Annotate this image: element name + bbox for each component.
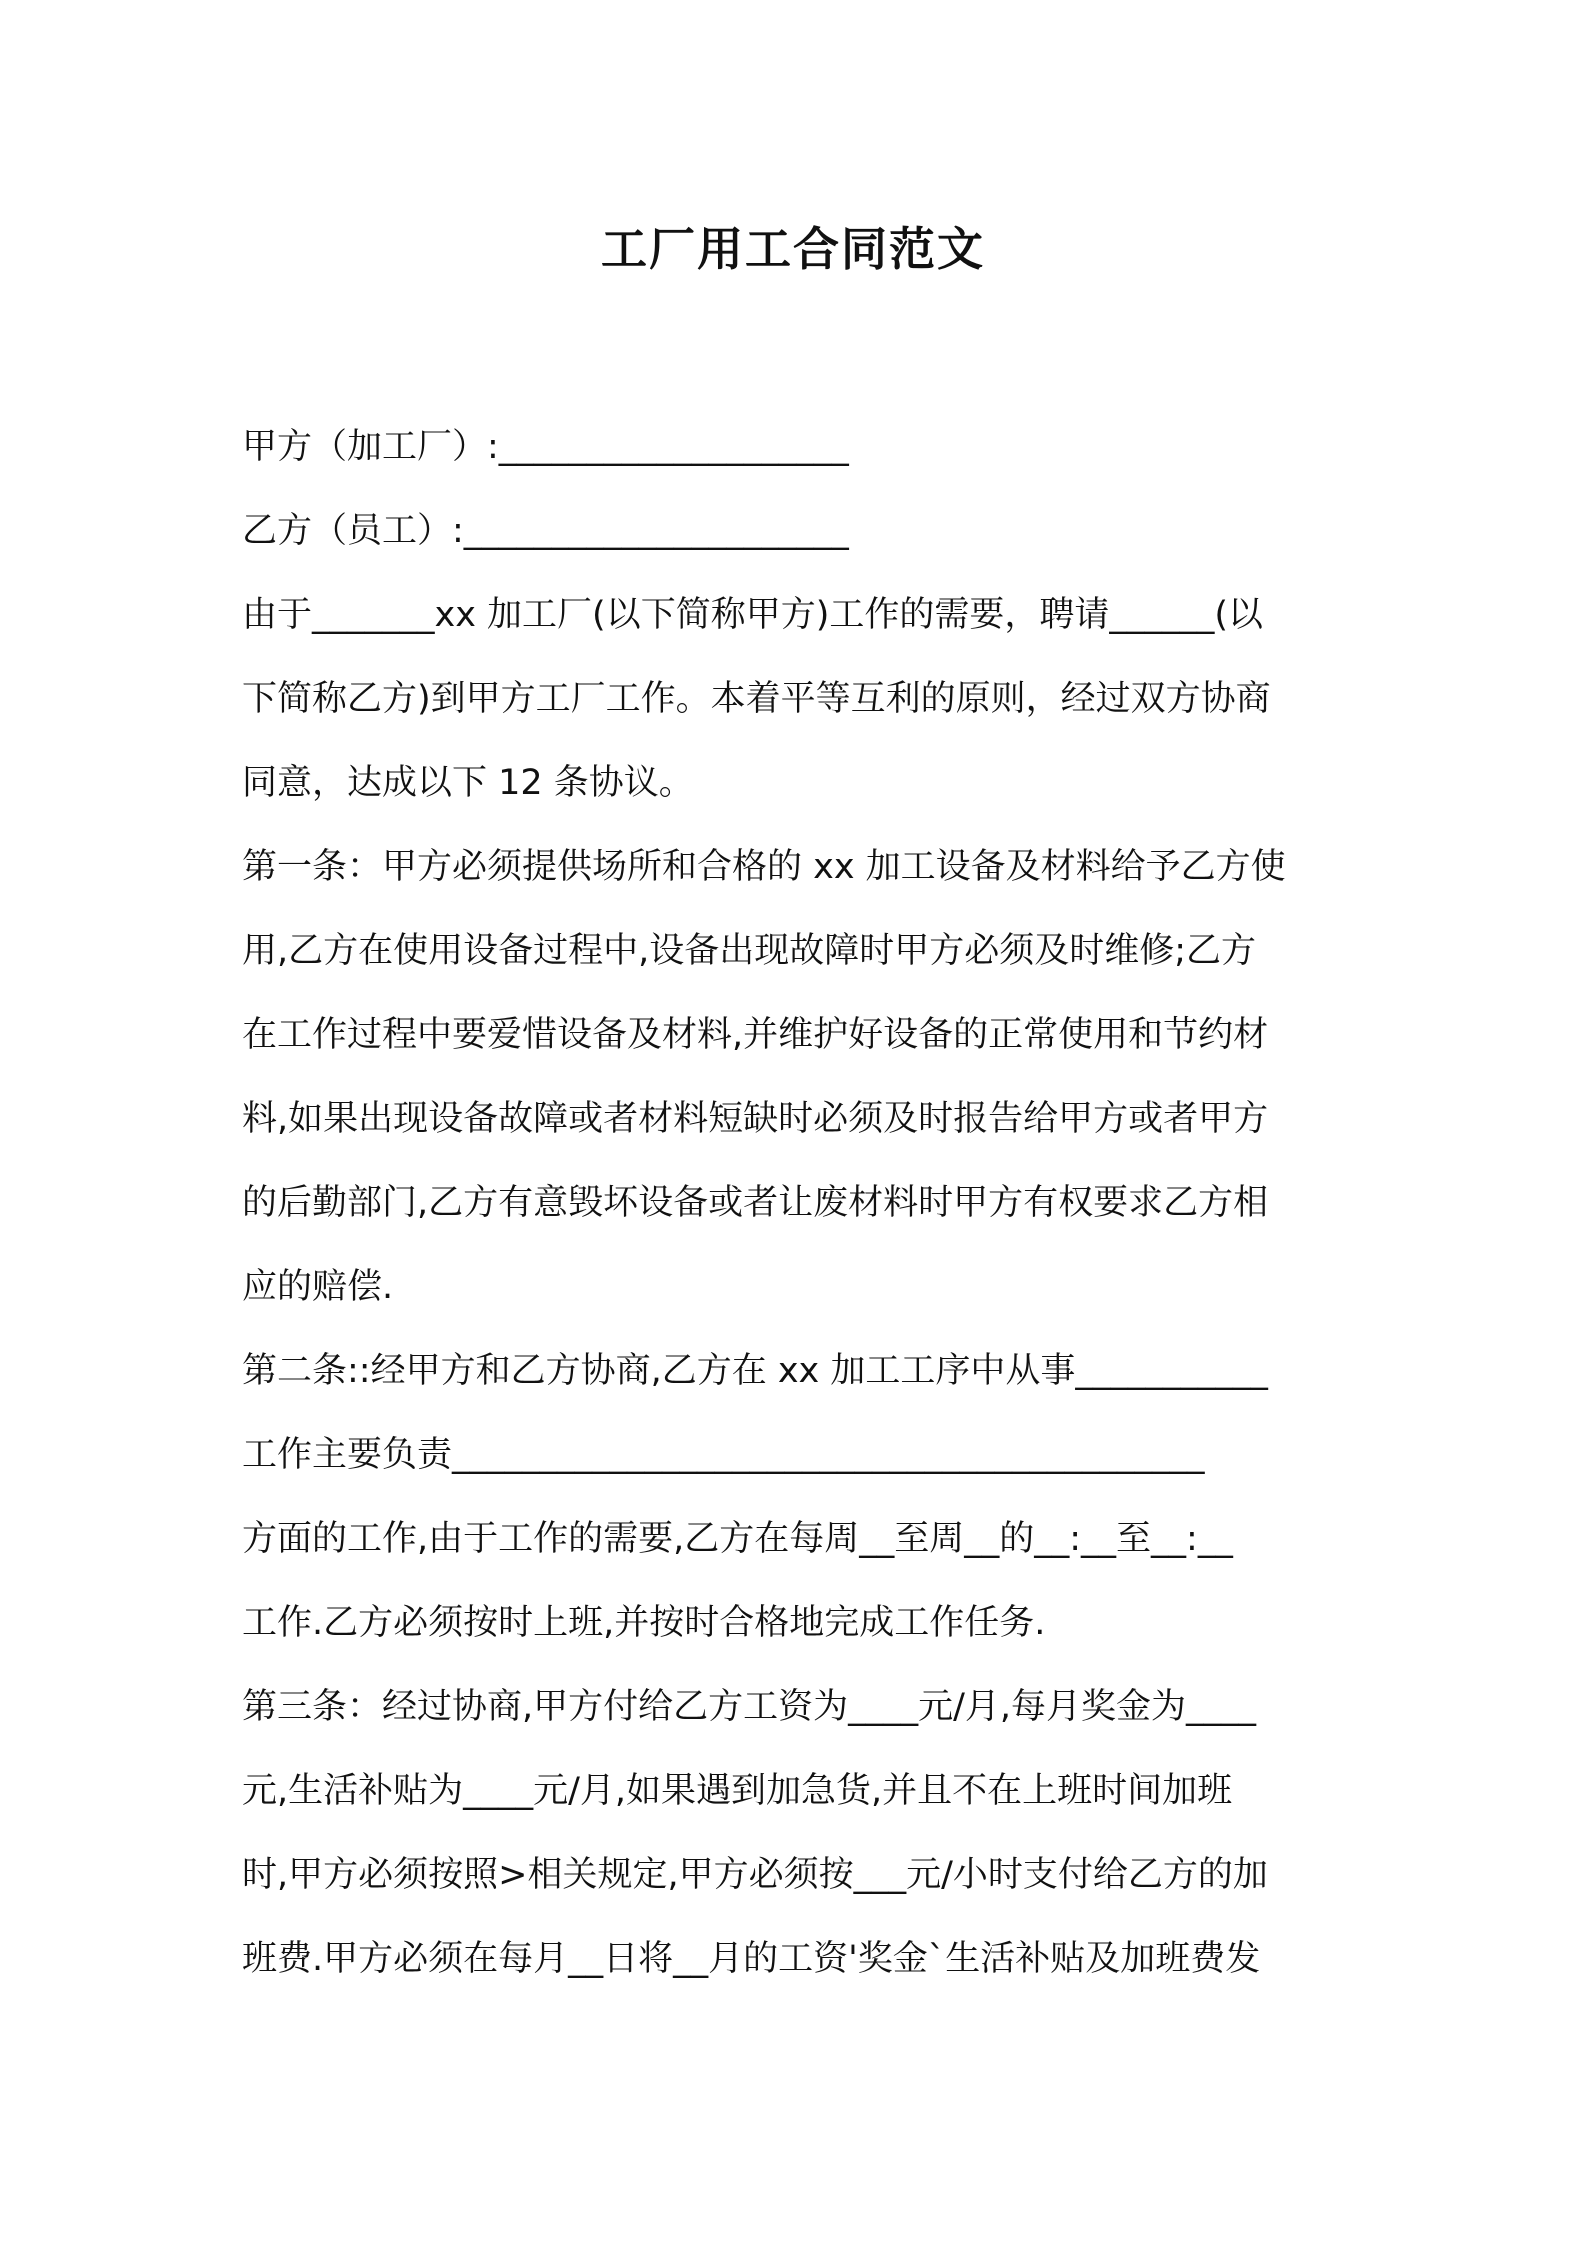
preamble-line-2: 下简称乙方)到甲方工厂工作。本着平等互利的原则，经过双方协商 bbox=[242, 679, 1271, 719]
article-2-line-2: 工作主要负责___________________________________________ bbox=[242, 1435, 1205, 1475]
article-2-line-3: 方面的工作,由于工作的需要,乙方在每周__至周__的__:__至__:__ bbox=[242, 1519, 1233, 1559]
document-body bbox=[242, 405, 1352, 2001]
preamble-line-1: 由于_______xx 加工厂(以下简称甲方)工作的需要，聘请______(以 bbox=[242, 595, 1264, 635]
party-b-line: 乙方（员工）:______________________ bbox=[242, 511, 849, 551]
article-3-line-4: 班费.甲方必须在每月__日将__月的工资'奖金`生活补贴及加班费发 bbox=[242, 1939, 1261, 1979]
article-1-line-2: 用,乙方在使用设备过程中,设备出现故障时甲方必须及时维修;乙方 bbox=[242, 931, 1257, 971]
article-1-line-6: 应的赔偿. bbox=[242, 1267, 394, 1307]
article-3-line-3: 时,甲方必须按照>相关规定,甲方必须按___元/小时支付给乙方的加 bbox=[242, 1855, 1268, 1895]
article-2-line-1: 第二条::经甲方和乙方协商,乙方在 xx 加工工序中从事___________ bbox=[242, 1351, 1268, 1391]
article-3-line-2: 元,生活补贴为____元/月,如果遇到加急货,并且不在上班时间加班 bbox=[242, 1771, 1233, 1811]
article-3-line-1: 第三条：经过协商,甲方付给乙方工资为____元/月,每月奖金为____ bbox=[242, 1687, 1257, 1727]
party-a-line: 甲方（加工厂）:____________________ bbox=[242, 427, 849, 467]
document-title: 工厂用工合同范文 bbox=[601, 222, 985, 276]
preamble-line-3: 同意，达成以下 12 条协议。 bbox=[242, 763, 694, 803]
article-2-line-4: 工作.乙方必须按时上班,并按时合格地完成工作任务. bbox=[242, 1603, 1046, 1643]
article-1-line-1: 第一条：甲方必须提供场所和合格的 xx 加工设备及材料给予乙方使 bbox=[242, 847, 1286, 887]
article-1-line-4: 料,如果出现设备故障或者材料短缺时必须及时报告给甲方或者甲方 bbox=[242, 1099, 1269, 1139]
article-1-line-5: 的后勤部门,乙方有意毁坏设备或者让废材料时甲方有权要求乙方相 bbox=[242, 1183, 1269, 1223]
article-1-line-3: 在工作过程中要爱惜设备及材料,并维护好设备的正常使用和节约材 bbox=[242, 1015, 1269, 1055]
